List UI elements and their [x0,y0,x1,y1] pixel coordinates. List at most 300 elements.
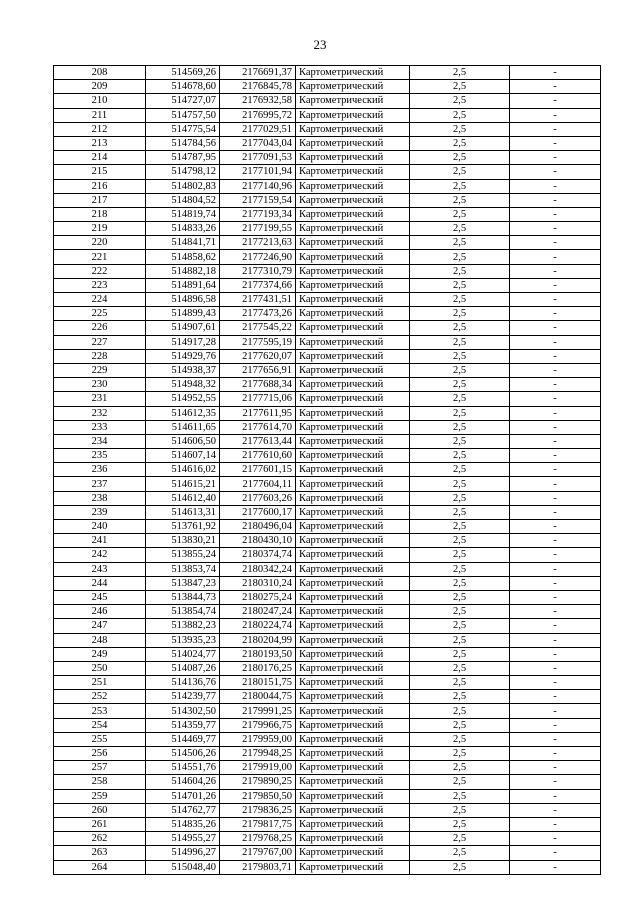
point-number-cell: 228 [54,349,146,363]
table-row [54,605,601,619]
x-coordinate-cell: 513855,24 [146,548,220,562]
dash-cell: - [510,264,601,278]
precision-cell: 2,5 [410,307,510,321]
precision-cell: 2,5 [410,179,510,193]
y-coordinate-cell: 2180342,24 [220,562,296,576]
precision-cell: 2,5 [410,605,510,619]
point-number-cell: 249 [54,647,146,661]
method-cell: Картометрический [296,562,410,576]
point-number-cell: 257 [54,761,146,775]
precision-cell: 2,5 [410,647,510,661]
point-number-cell: 235 [54,449,146,463]
y-coordinate-cell: 2180310,24 [220,576,296,590]
dash-cell: - [510,406,601,420]
precision-cell: 2,5 [410,335,510,349]
table-row [54,293,601,307]
x-coordinate-cell: 514787,95 [146,151,220,165]
table-row [54,732,601,746]
point-number-cell: 208 [54,66,146,80]
method-cell: Картометрический [296,250,410,264]
precision-cell: 2,5 [410,775,510,789]
dash-cell: - [510,335,601,349]
table-row [54,449,601,463]
method-cell: Картометрический [296,165,410,179]
method-cell: Картометрический [296,775,410,789]
y-coordinate-cell: 2179803,71 [220,860,296,874]
method-cell: Картометрический [296,449,410,463]
precision-cell: 2,5 [410,108,510,122]
x-coordinate-cell: 514607,14 [146,449,220,463]
precision-cell: 2,5 [410,520,510,534]
method-cell: Картометрический [296,491,410,505]
precision-cell: 2,5 [410,264,510,278]
method-cell: Картометрический [296,605,410,619]
x-coordinate-cell: 513847,23 [146,576,220,590]
x-coordinate-cell: 515048,40 [146,860,220,874]
x-coordinate-cell: 514678,60 [146,80,220,94]
table-row [54,151,601,165]
x-coordinate-cell: 514819,74 [146,207,220,221]
method-cell: Картометрический [296,690,410,704]
y-coordinate-cell: 2177159,54 [220,193,296,207]
method-cell: Картометрический [296,477,410,491]
precision-cell: 2,5 [410,732,510,746]
y-coordinate-cell: 2177620,07 [220,349,296,363]
precision-cell: 2,5 [410,633,510,647]
method-cell: Картометрический [296,661,410,675]
method-cell: Картометрический [296,94,410,108]
x-coordinate-cell: 513854,74 [146,605,220,619]
point-number-cell: 219 [54,222,146,236]
x-coordinate-cell: 514727,07 [146,94,220,108]
x-coordinate-cell: 514948,32 [146,378,220,392]
table-row [54,406,601,420]
method-cell: Картометрический [296,420,410,434]
table-row [54,193,601,207]
point-number-cell: 242 [54,548,146,562]
table-row [54,477,601,491]
dash-cell: - [510,463,601,477]
x-coordinate-cell: 514606,50 [146,434,220,448]
method-cell: Картометрический [296,704,410,718]
point-number-cell: 217 [54,193,146,207]
dash-cell: - [510,491,601,505]
point-number-cell: 244 [54,576,146,590]
x-coordinate-cell: 514612,35 [146,406,220,420]
y-coordinate-cell: 2179966,75 [220,718,296,732]
point-number-cell: 255 [54,732,146,746]
method-cell: Картометрический [296,576,410,590]
dash-cell: - [510,832,601,846]
point-number-cell: 245 [54,590,146,604]
y-coordinate-cell: 2177140,96 [220,179,296,193]
point-number-cell: 256 [54,747,146,761]
method-cell: Картометрический [296,151,410,165]
y-coordinate-cell: 2179948,25 [220,747,296,761]
x-coordinate-cell: 514569,26 [146,66,220,80]
x-coordinate-cell: 514701,26 [146,789,220,803]
point-number-cell: 260 [54,803,146,817]
precision-cell: 2,5 [410,704,510,718]
method-cell: Картометрический [296,293,410,307]
dash-cell: - [510,590,601,604]
dash-cell: - [510,151,601,165]
point-number-cell: 229 [54,363,146,377]
dash-cell: - [510,775,601,789]
method-cell: Картометрический [296,434,410,448]
y-coordinate-cell: 2179768,25 [220,832,296,846]
dash-cell: - [510,193,601,207]
coordinates-table [53,65,601,875]
precision-cell: 2,5 [410,803,510,817]
x-coordinate-cell: 514955,27 [146,832,220,846]
point-number-cell: 225 [54,307,146,321]
x-coordinate-cell: 514917,28 [146,335,220,349]
dash-cell: - [510,690,601,704]
y-coordinate-cell: 2179850,50 [220,789,296,803]
dash-cell: - [510,392,601,406]
method-cell: Картометрический [296,520,410,534]
coordinates-table-body [54,66,601,875]
point-number-cell: 210 [54,94,146,108]
x-coordinate-cell: 514087,26 [146,661,220,675]
y-coordinate-cell: 2177613,44 [220,434,296,448]
y-coordinate-cell: 2177610,60 [220,449,296,463]
table-row [54,66,601,80]
x-coordinate-cell: 514833,26 [146,222,220,236]
table-row [54,718,601,732]
method-cell: Картометрический [296,860,410,874]
point-number-cell: 213 [54,136,146,150]
point-number-cell: 233 [54,420,146,434]
y-coordinate-cell: 2179959,00 [220,732,296,746]
y-coordinate-cell: 2177029,51 [220,122,296,136]
y-coordinate-cell: 2177656,91 [220,363,296,377]
dash-cell: - [510,122,601,136]
method-cell: Картометрический [296,222,410,236]
precision-cell: 2,5 [410,548,510,562]
y-coordinate-cell: 2179836,25 [220,803,296,817]
method-cell: Картометрический [296,789,410,803]
method-cell: Картометрический [296,363,410,377]
precision-cell: 2,5 [410,94,510,108]
dash-cell: - [510,718,601,732]
method-cell: Картометрический [296,236,410,250]
precision-cell: 2,5 [410,236,510,250]
precision-cell: 2,5 [410,122,510,136]
method-cell: Картометрический [296,832,410,846]
dash-cell: - [510,817,601,831]
dash-cell: - [510,619,601,633]
dash-cell: - [510,94,601,108]
table-row [54,321,601,335]
point-number-cell: 258 [54,775,146,789]
x-coordinate-cell: 514611,65 [146,420,220,434]
dash-cell: - [510,108,601,122]
x-coordinate-cell: 514136,76 [146,676,220,690]
method-cell: Картометрический [296,534,410,548]
precision-cell: 2,5 [410,817,510,831]
table-row [54,747,601,761]
x-coordinate-cell: 514907,61 [146,321,220,335]
method-cell: Картометрический [296,590,410,604]
x-coordinate-cell: 513830,21 [146,534,220,548]
x-coordinate-cell: 514469,77 [146,732,220,746]
dash-cell: - [510,803,601,817]
point-number-cell: 230 [54,378,146,392]
y-coordinate-cell: 2177043,04 [220,136,296,150]
precision-cell: 2,5 [410,576,510,590]
y-coordinate-cell: 2177614,70 [220,420,296,434]
point-number-cell: 250 [54,661,146,675]
precision-cell: 2,5 [410,761,510,775]
precision-cell: 2,5 [410,718,510,732]
dash-cell: - [510,647,601,661]
table-row [54,775,601,789]
x-coordinate-cell: 514835,26 [146,817,220,831]
y-coordinate-cell: 2177545,22 [220,321,296,335]
method-cell: Картометрический [296,66,410,80]
method-cell: Картометрический [296,179,410,193]
dash-cell: - [510,449,601,463]
table-row [54,761,601,775]
table-row [54,676,601,690]
x-coordinate-cell: 514615,21 [146,477,220,491]
precision-cell: 2,5 [410,193,510,207]
point-number-cell: 241 [54,534,146,548]
dash-cell: - [510,562,601,576]
table-row [54,420,601,434]
point-number-cell: 252 [54,690,146,704]
x-coordinate-cell: 514996,27 [146,846,220,860]
table-row [54,335,601,349]
dash-cell: - [510,250,601,264]
table-row [54,505,601,519]
dash-cell: - [510,293,601,307]
precision-cell: 2,5 [410,534,510,548]
precision-cell: 2,5 [410,676,510,690]
y-coordinate-cell: 2180204,99 [220,633,296,647]
precision-cell: 2,5 [410,250,510,264]
y-coordinate-cell: 2180176,25 [220,661,296,675]
precision-cell: 2,5 [410,80,510,94]
method-cell: Картометрический [296,548,410,562]
dash-cell: - [510,434,601,448]
precision-cell: 2,5 [410,747,510,761]
method-cell: Картометрический [296,846,410,860]
y-coordinate-cell: 2176932,58 [220,94,296,108]
y-coordinate-cell: 2177199,55 [220,222,296,236]
y-coordinate-cell: 2180496,04 [220,520,296,534]
x-coordinate-cell: 514239,77 [146,690,220,704]
x-coordinate-cell: 514612,40 [146,491,220,505]
method-cell: Картометрический [296,647,410,661]
precision-cell: 2,5 [410,406,510,420]
x-coordinate-cell: 514938,37 [146,363,220,377]
y-coordinate-cell: 2179817,75 [220,817,296,831]
x-coordinate-cell: 514775,54 [146,122,220,136]
x-coordinate-cell: 514604,26 [146,775,220,789]
table-row [54,165,601,179]
x-coordinate-cell: 514804,52 [146,193,220,207]
dash-cell: - [510,420,601,434]
y-coordinate-cell: 2177091,53 [220,151,296,165]
table-row [54,520,601,534]
y-coordinate-cell: 2180275,24 [220,590,296,604]
table-row [54,250,601,264]
table-row [54,122,601,136]
x-coordinate-cell: 514024,77 [146,647,220,661]
table-row [54,434,601,448]
x-coordinate-cell: 513844,73 [146,590,220,604]
point-number-cell: 221 [54,250,146,264]
precision-cell: 2,5 [410,363,510,377]
x-coordinate-cell: 514798,12 [146,165,220,179]
precision-cell: 2,5 [410,434,510,448]
dash-cell: - [510,732,601,746]
point-number-cell: 224 [54,293,146,307]
table-row [54,647,601,661]
precision-cell: 2,5 [410,207,510,221]
method-cell: Картометрический [296,633,410,647]
method-cell: Картометрический [296,747,410,761]
point-number-cell: 231 [54,392,146,406]
x-coordinate-cell: 514802,83 [146,179,220,193]
point-number-cell: 253 [54,704,146,718]
method-cell: Картометрический [296,803,410,817]
x-coordinate-cell: 514896,58 [146,293,220,307]
table-row [54,704,601,718]
precision-cell: 2,5 [410,661,510,675]
method-cell: Картометрический [296,193,410,207]
table-row [54,222,601,236]
precision-cell: 2,5 [410,321,510,335]
dash-cell: - [510,236,601,250]
precision-cell: 2,5 [410,151,510,165]
y-coordinate-cell: 2177604,11 [220,477,296,491]
dash-cell: - [510,505,601,519]
dash-cell: - [510,136,601,150]
table-row [54,307,601,321]
y-coordinate-cell: 2179767,00 [220,846,296,860]
precision-cell: 2,5 [410,846,510,860]
y-coordinate-cell: 2180430,10 [220,534,296,548]
y-coordinate-cell: 2177688,34 [220,378,296,392]
table-row [54,832,601,846]
dash-cell: - [510,477,601,491]
method-cell: Картометрический [296,321,410,335]
precision-cell: 2,5 [410,278,510,292]
point-number-cell: 214 [54,151,146,165]
y-coordinate-cell: 2177310,79 [220,264,296,278]
table-row [54,491,601,505]
precision-cell: 2,5 [410,392,510,406]
method-cell: Картометрический [296,307,410,321]
point-number-cell: 243 [54,562,146,576]
table-row [54,392,601,406]
point-number-cell: 218 [54,207,146,221]
point-number-cell: 251 [54,676,146,690]
point-number-cell: 248 [54,633,146,647]
point-number-cell: 262 [54,832,146,846]
point-number-cell: 226 [54,321,146,335]
table-row [54,803,601,817]
table-row [54,80,601,94]
table-row [54,534,601,548]
table-row [54,463,601,477]
dash-cell: - [510,605,601,619]
point-number-cell: 234 [54,434,146,448]
point-number-cell: 211 [54,108,146,122]
precision-cell: 2,5 [410,222,510,236]
precision-cell: 2,5 [410,505,510,519]
point-number-cell: 227 [54,335,146,349]
dash-cell: - [510,179,601,193]
table-row [54,619,601,633]
y-coordinate-cell: 2177603,26 [220,491,296,505]
table-row [54,576,601,590]
dash-cell: - [510,676,601,690]
x-coordinate-cell: 514762,77 [146,803,220,817]
y-coordinate-cell: 2177101,94 [220,165,296,179]
table-row [54,817,601,831]
method-cell: Картометрический [296,378,410,392]
table-row [54,789,601,803]
point-number-cell: 239 [54,505,146,519]
x-coordinate-cell: 514929,76 [146,349,220,363]
y-coordinate-cell: 2177431,51 [220,293,296,307]
method-cell: Картометрический [296,264,410,278]
precision-cell: 2,5 [410,449,510,463]
point-number-cell: 263 [54,846,146,860]
table-row [54,94,601,108]
table-row [54,236,601,250]
precision-cell: 2,5 [410,293,510,307]
precision-cell: 2,5 [410,420,510,434]
point-number-cell: 223 [54,278,146,292]
table-row [54,264,601,278]
dash-cell: - [510,860,601,874]
point-number-cell: 236 [54,463,146,477]
point-number-cell: 215 [54,165,146,179]
dash-cell: - [510,80,601,94]
y-coordinate-cell: 2177611,95 [220,406,296,420]
table-row [54,633,601,647]
y-coordinate-cell: 2179991,25 [220,704,296,718]
dash-cell: - [510,378,601,392]
dash-cell: - [510,747,601,761]
table-row [54,590,601,604]
table-row [54,136,601,150]
dash-cell: - [510,520,601,534]
y-coordinate-cell: 2176691,37 [220,66,296,80]
x-coordinate-cell: 514359,77 [146,718,220,732]
precision-cell: 2,5 [410,590,510,604]
y-coordinate-cell: 2177600,17 [220,505,296,519]
x-coordinate-cell: 513853,74 [146,562,220,576]
method-cell: Картометрический [296,817,410,831]
method-cell: Картометрический [296,676,410,690]
point-number-cell: 240 [54,520,146,534]
dash-cell: - [510,661,601,675]
precision-cell: 2,5 [410,136,510,150]
point-number-cell: 261 [54,817,146,831]
x-coordinate-cell: 514757,50 [146,108,220,122]
table-row [54,860,601,874]
dash-cell: - [510,165,601,179]
y-coordinate-cell: 2180193,50 [220,647,296,661]
x-coordinate-cell: 514551,76 [146,761,220,775]
